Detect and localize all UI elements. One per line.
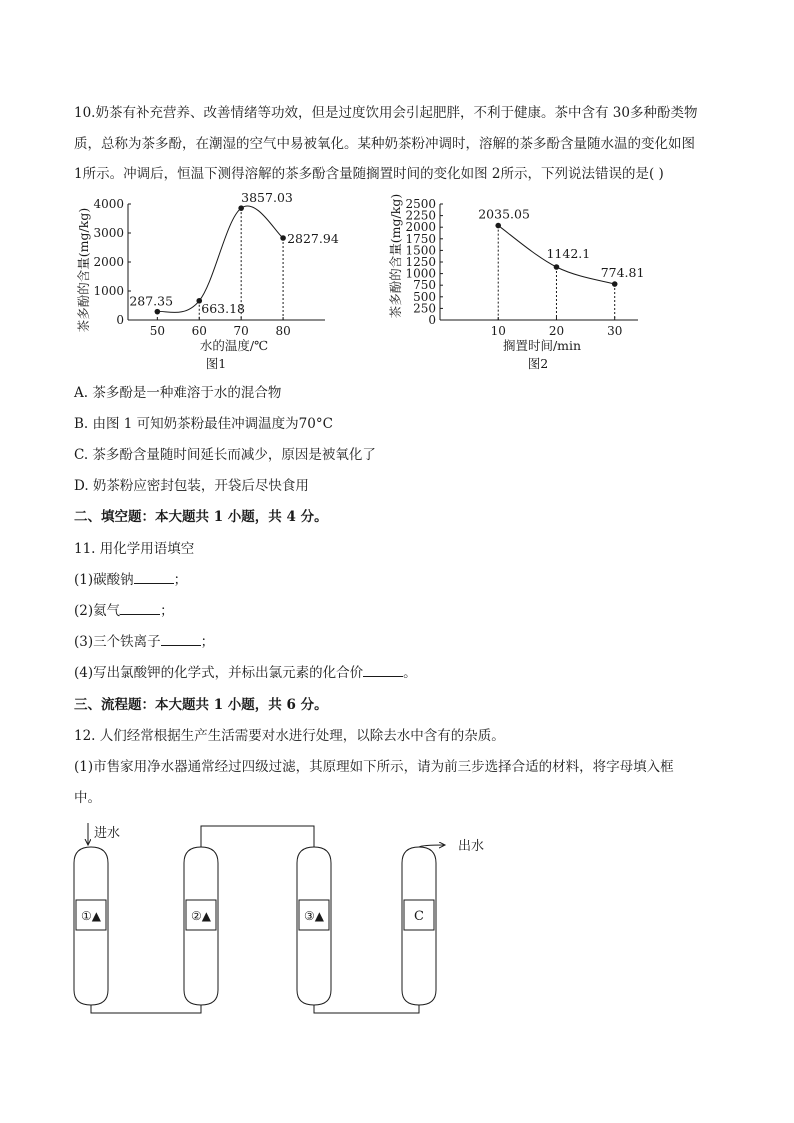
y-tick-label: 3000: [93, 226, 124, 240]
data-label: 2827.94: [287, 230, 339, 246]
data-label: 287.35: [129, 293, 174, 309]
q11-item-1-suffix: ；: [173, 572, 188, 588]
outlet-label: 出水: [458, 839, 485, 854]
q10-line-1: 10.奶茶有补充营养、改善情绪等功效，但是过度饮用会引起肥胖，不利于健康。茶中含有 30多种酚类物: [74, 105, 698, 121]
chart-2: [382, 190, 657, 375]
chart-1-xlabel: 水的温度/℃: [199, 338, 269, 353]
series-line: [157, 206, 283, 313]
chart-2-xlabel: 搁置时间/min: [502, 338, 582, 353]
x-tick-label: 60: [191, 324, 207, 338]
y-tick-label: 1000: [405, 266, 436, 281]
chart-2-caption: 图2: [527, 356, 549, 371]
answer-blank[interactable]: [161, 633, 201, 646]
stage-label-1: ①▲: [81, 909, 101, 923]
y-tick-label: 1500: [405, 243, 436, 258]
y-tick-label: 500: [413, 289, 436, 304]
q11-item-3: [74, 633, 214, 651]
q11-item-3-prefix: (3)三个铁离子: [74, 634, 161, 650]
y-tick-label: 2000: [405, 220, 436, 235]
y-tick-label: 1250: [405, 255, 436, 269]
chart-2-marks: [478, 207, 644, 320]
chart-1: [70, 190, 350, 375]
pipe-1-2: [91, 1005, 201, 1013]
q10-option-a: A. 茶多酚是一种难溶于水的混合物: [74, 385, 282, 401]
y-tick-label: 2500: [405, 197, 436, 211]
answer-blank[interactable]: [120, 602, 160, 615]
data-label: 2035.05: [478, 206, 530, 222]
chart-1-axes: [93, 197, 325, 338]
q11-item-1-prefix: (1)碳酸钠: [74, 572, 134, 588]
q10-option-b: B. 由图 1 可知奶茶粉最佳冲调温度为70°C: [74, 416, 333, 432]
q12-line-2: (1)市售家用净水器通常经过四级过滤，其原理如下所示，请为前三步选择合适的材料，将字母填入框: [74, 759, 674, 775]
y-tick-label: 1000: [93, 284, 124, 298]
data-label: 3857.03: [241, 190, 293, 206]
data-point: [495, 223, 501, 229]
y-tick-label: 4000: [93, 197, 124, 211]
answer-blank[interactable]: [134, 571, 174, 584]
q11-item-1: [74, 571, 187, 589]
q11-item-2: [74, 602, 174, 620]
stage-label-4: C: [414, 909, 424, 924]
outlet-arrow: [419, 845, 445, 847]
data-point: [280, 235, 286, 241]
chart-1-marks: [129, 190, 338, 320]
q11-item-4: [74, 664, 417, 682]
x-tick-label: 10: [490, 324, 506, 338]
y-tick-label: 250: [413, 301, 436, 316]
y-tick-label: 0: [116, 313, 124, 327]
y-tick-label: 750: [413, 278, 436, 293]
section-2-heading: 二、填空题：本大题共 1 小题，共 4 分。: [74, 509, 328, 525]
pipe-2-3: [201, 826, 314, 847]
answer-blank[interactable]: [363, 664, 403, 677]
data-label: 774.81: [600, 265, 645, 281]
data-point: [238, 205, 244, 211]
chart-2-ylabel: 茶多酚的含量(mg/kg): [388, 193, 403, 319]
stage-label-3: ③▲: [304, 909, 324, 923]
x-tick-label: 80: [275, 324, 291, 338]
x-tick-label: 70: [233, 324, 249, 338]
section-3-heading: 三、流程题：本大题共 1 小题，共 6 分。: [74, 697, 328, 713]
q12-line-3: 中。: [74, 790, 101, 806]
q10-line-2: 质，总称为茶多酚，在潮湿的空气中易被氧化。某种奶茶粉冲调时，溶解的茶多酚含量随水温的变化如图: [74, 136, 695, 152]
q12-line-1: 12. 人们经常根据生产生活需要对水进行处理，以除去水中含有的杂质。: [74, 728, 505, 744]
q11-title: 11. 用化学用语填空: [74, 541, 195, 557]
y-tick-label: 2000: [93, 255, 124, 269]
y-tick-label: 1750: [405, 231, 436, 246]
data-label: 663.18: [201, 300, 246, 316]
q11-item-2-prefix: (2)氦气: [74, 603, 121, 619]
x-tick-label: 50: [149, 324, 165, 338]
x-tick-label: 30: [607, 324, 623, 338]
inlet-label: 进水: [94, 826, 121, 841]
water-purifier-diagram: [60, 815, 510, 1020]
data-point: [155, 309, 161, 315]
q11-item-3-suffix: ；: [200, 634, 215, 650]
q11-item-4-suffix: 。: [403, 665, 417, 681]
q11-item-2-suffix: ；: [160, 603, 174, 619]
y-tick-label: 0: [428, 313, 436, 327]
x-tick-label: 20: [548, 324, 565, 338]
q10-option-c: C. 茶多酚含量随时间延长而减少，原因是被氧化了: [74, 447, 376, 463]
stage-label-2: ②▲: [191, 909, 211, 923]
data-label: 1142.1: [546, 246, 591, 262]
chart-1-ylabel: 茶多酚的含量(mg/kg): [76, 207, 91, 333]
data-point: [554, 264, 560, 270]
data-point: [612, 281, 618, 287]
q10-line-3: 1所示。冲调后，恒温下测得溶解的茶多酚含量随搁置时间的变化如图 2所示，下列说法错误的是( ): [74, 166, 664, 182]
chart-1-caption: 图1: [205, 356, 227, 371]
q11-item-4-prefix: (4)写出氯酸钾的化学式，并标出氯元素的化合价: [74, 665, 364, 681]
pipe-3-4: [314, 1005, 419, 1013]
q10-option-d: D. 奶茶粉应密封包装，开袋后尽快食用: [74, 478, 309, 494]
y-tick-label: 2250: [405, 208, 436, 223]
